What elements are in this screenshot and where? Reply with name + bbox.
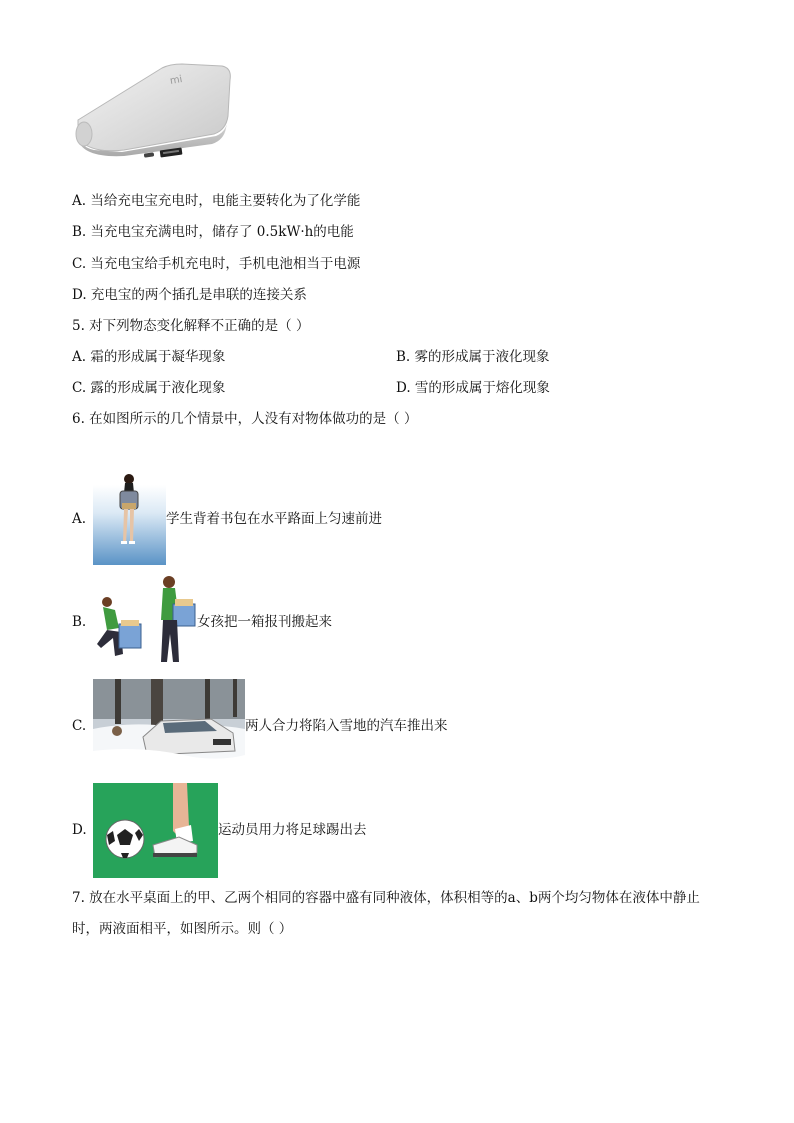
girl-lifting-box-image [93, 574, 197, 670]
q7-stem-line1: 7. 放在水平桌面上的甲、乙两个相同的容器中盛有同种液体，体积相等的a、b两个均匀物体在液体中静止 [72, 890, 700, 906]
q4-option-b: B. 当充电宝充满电时，储存了 0.5kW·h的电能 [72, 224, 354, 240]
q6-option-c-letter: C. [72, 718, 87, 734]
q6-option-d-text: 运动员用力将足球踢出去 [218, 822, 367, 838]
q6-option-a-letter: A. [72, 511, 87, 527]
q6-option-a-text: 学生背着书包在水平路面上匀速前进 [166, 511, 382, 527]
car-in-snow-image [93, 679, 245, 774]
q6-option-b-text: 女孩把一箱报刊搬起来 [197, 614, 332, 630]
q4-option-c: C. 当充电宝给手机充电时，手机电池相当于电源 [72, 256, 361, 272]
q4-option-a: A. 当给充电宝充电时，电能主要转化为了化学能 [72, 193, 361, 209]
q6-option-c-text: 两人合力将陷入雪地的汽车推出来 [245, 718, 448, 734]
q5-option-b: B. 雾的形成属于液化现象 [396, 349, 550, 365]
q5-option-a: A. 霜的形成属于凝华现象 [72, 349, 226, 365]
q6-stem: 6. 在如图所示的几个情景中，人没有对物体做功的是（ ） [72, 411, 418, 427]
q5-option-c: C. 露的形成属于液化现象 [72, 380, 226, 396]
student-backpack-image [93, 473, 166, 565]
q5-stem: 5. 对下列物态变化解释不正确的是（ ） [72, 318, 310, 334]
q5-option-d: D. 雪的形成属于熔化现象 [396, 380, 550, 396]
power-bank-image [70, 58, 235, 158]
q7-stem-line2: 时，两液面相平，如图所示。则（ ） [72, 921, 293, 937]
q6-option-b-letter: B. [72, 614, 87, 630]
power-bank-logo: mi [169, 74, 184, 88]
kicking-football-image [93, 783, 218, 878]
q4-option-d: D. 充电宝的两个插孔是串联的连接关系 [72, 287, 307, 303]
q6-option-d-letter: D. [72, 822, 87, 838]
